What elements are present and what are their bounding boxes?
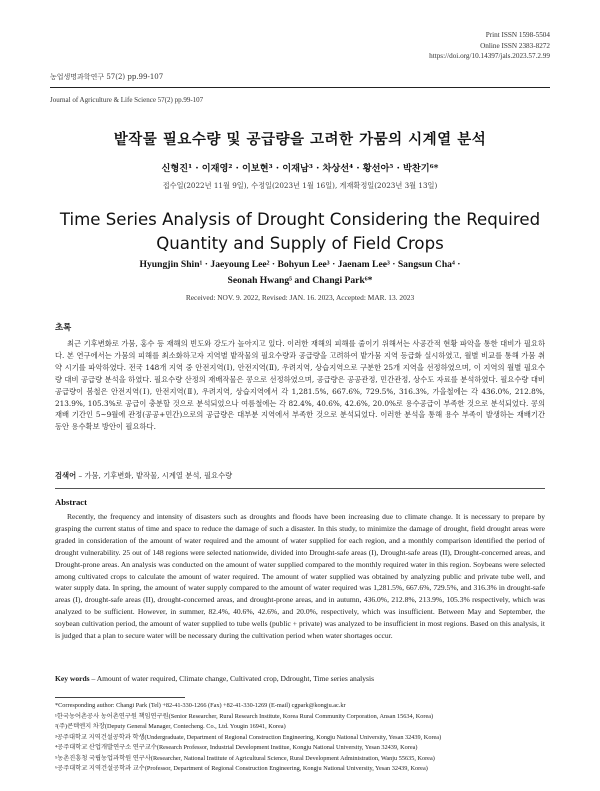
section-rule xyxy=(55,488,545,489)
journal-name-ko: 농업생명과학연구 57(2) pp.99-107 xyxy=(50,73,164,81)
issn-block xyxy=(429,30,550,62)
keywords-english-label: Key words xyxy=(55,674,90,683)
abstract-korean-body: 최근 기후변화로 가뭄, 홍수 등 재해의 빈도와 강도가 높아지고 있다. 이러한 재해의 피해를 줄이기 위해서는 사공간적 현황 파악을 통한 대비가 필요하다. 본 연구에서는 가뭄의 피해를 최소화하고자 지역별 밭작물의 필요수량과 공급량을 고려하여 밭가뭄 지역 등급화 실시하였고, 월별 비교를 통해 가뭄 취약 시기를 파악하였다. 전국 148개 지역 중 안전지역(Ⅰ), 안전지역(Ⅱ), 우려지역, 상습지역으로 구분한 25개 지역을 선정하였으며, 이 지역의 월별 필요수량 대비 공급량 분석을 하였다. 필요수량 산정의 재배작물은 콩으로 선정하였으며, 공급량은 공공관정, 민간관정, 상수도 자료를 분석하였다. 필요수량 대비 공급량이 봄철은 안전지역(Ⅰ), 안전지역(Ⅱ), 우려지역, 상습지역에서 각 1,281.5%, 667.6%, 729.5%, 316.3%, 가을철에는 각 436.0%, 212.8%, 213.9%, 105.3%로 공급이 충분할 것으로 분석되었으나 여름철에는 각 82.4%, 40.6%, 42.6%, 20.0%로 용수공급이 부족한 것으로 분석되었다. 콩의 재배 기간인 5~9월에 관정(공공+민간)으로의 공급량은 대부분 지역에서 부족한 것으로 분석되었다. 이러한 분석을 통해 용수 부족이 발생하는 재배기간 동안 용수확보 방안이 필요하다. xyxy=(55,339,545,432)
dates-korean: 접수일(2022년 11월 9일), 수정일(2023년 1월 16일), 게재확정일(2023년 3월 13일) xyxy=(162,181,438,190)
footnote-affiliation-2: ²(주)콘텍엔지 차장(Deputy General Manager, Contecheng. Co., Ltd. Yougin 16941, Korea) xyxy=(55,723,286,730)
authors-english-line2: Seonah Hwang⁵ and Changi Park⁶* xyxy=(227,275,373,286)
title-korean: 밭작물 필요수량 및 공급량을 고려한 가뭄의 시계열 분석 xyxy=(113,131,487,148)
keywords-english: Key words – Amount of water required, Climate change, Cultivated crop, Ddrought, Time series analysis xyxy=(55,674,375,683)
footnote-affiliation-3: ³공주대학교 지역건설공학과 학생(Undergraduate, Department of Regional Construction Engineering, Kongju National University, Yesan 32439, Korea) xyxy=(55,733,442,741)
print-issn: Print ISSN 1598-5504 xyxy=(485,31,550,39)
footnotes xyxy=(55,701,550,775)
abstract-english-heading: Abstract xyxy=(55,497,87,507)
dates-english: Received: NOV. 9. 2022, Revised: JAN. 16. 2023, Accepted: MAR. 13. 2023 xyxy=(185,293,415,302)
doi-link[interactable]: https://doi.org/10.14397/jals.2023.57.2.99 xyxy=(429,52,550,60)
authors-english-line1: Hyungjin Shin¹ · Jaeyoung Lee² · Bohyun Lee³ · Jaenam Lee³ · Sangsun Cha⁴ · xyxy=(139,259,461,270)
journal-name-en: Journal of Agriculture & Life Science 57(2) pp.99-107 xyxy=(50,96,204,104)
footnote-corresponding: *Corresponding author: Changi Park (Tel) +82-41-330-1266 (Fax) +82-41-330-1269 (E-mail) cgpark@kongju.ac.kr xyxy=(55,702,346,709)
abstract-english-body: Recently, the frequency and intensity of disasters such as droughts and floods have been increasing due to climate change. It is necessary to prepare by grasping the current status of time and space to reduce the damage of such a disaster. In this study, to minimize the damage of drought, field drought areas were graded in consideration of the amount of water required and the amount of water supplied for each region, and a monthly comparison identified the period of drought vulnerability. 25 out of 148 regions were selected nationwide, divided into Drought-safe areas (I), Drought-safe areas (II), Drought-concerned areas, and Drought-prone areas. An analysis was conducted on the amount of water supplied compared to the monthly required water in this region. Soybeans were selected among cultivated crops to calculate the amount of water required. The amount of water supplied was obtained by analyzing public and private tube well, and water supply data. In spring, the amount of water supply compared to the amount of water required was 1,281.5%, 667.6%, 729.5%, and 316.3% in drought-safe areas (I), drought-safe areas (II), drought-concerned areas, and drought-prone areas, and in autumn, 436.0%, 212.8%, 213.9%, 105.3% respectively, which was analyzed to be sufficient. However, in summer, 82.4%, 40.6%, 42.6%, and 20.0%, respectively, which was insufficient. Between May and September, the soybean cultivation period, the amount of water supplied to tube wells (public + private) was analyzed to be insufficient in most regions. Based on this analysis, it is judged that a plan to secure water will be necessary during the cultivation period when water shortages occur. xyxy=(55,512,545,641)
footnote-affiliation-6: ⁶공주대학교 지역건설공학과 교수(Professor, Department of Regional Construction Engineering, Kongju National University, Yesan 32439, Korea) xyxy=(55,765,428,772)
keywords-korean-label: 검색어 xyxy=(55,471,77,480)
title-english: Time Series Analysis of Drought Considering the Required Quantity and Supply of Field Crops xyxy=(59,210,541,253)
header-rule xyxy=(50,87,550,88)
online-issn: Online ISSN 2383-8272 xyxy=(480,41,550,50)
footnote-affiliation-4: ⁴공주대학교 산업개발연구소 연구교수(Research Professor, Industrial Development Institue, Kongju National University, Yesan 32439, Korea) xyxy=(55,744,418,751)
keywords-korean: 검색어 – 가뭄, 기후변화, 밭작물, 시계열 분석, 필요수량 xyxy=(55,471,233,480)
footnote-rule xyxy=(55,697,185,698)
footnote-affiliation-1: ¹한국농어촌공사 농어촌연구원 책임연구원(Senior Researcher, Rural Research Institute, Korea Rural Community Corporation, Ansan 15634, Korea) xyxy=(55,712,434,720)
authors-english xyxy=(40,257,560,289)
abstract-korean-heading: 초록 xyxy=(55,322,72,332)
footnote-affiliation-5: ⁵농촌진흥청 국립농업과학원 연구사(Researcher, National Institute of Agricultural Science, Rural Development Administration, Wanju 55635, Korea) xyxy=(55,754,435,762)
authors-korean: 신형진¹ · 이재영² · 이보현³ · 이재남³ · 차상선⁴ · 황선아⁵ · 박찬기⁶* xyxy=(161,163,439,174)
keywords-korean-list: 가뭄, 기후변화, 밭작물, 시계열 분석, 필요수량 xyxy=(84,471,233,480)
keywords-english-list: Amount of water required, Climate change, Cultivated crop, Ddrought, Time series analysis xyxy=(96,674,375,683)
